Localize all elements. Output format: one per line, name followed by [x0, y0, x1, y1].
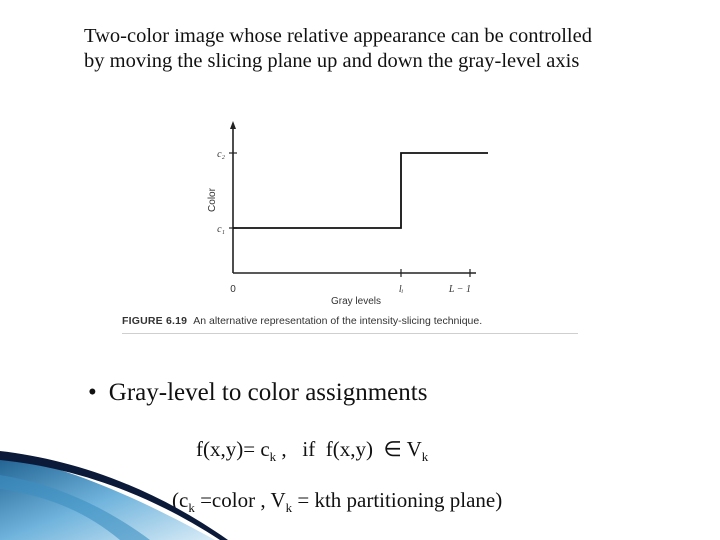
caption-line-1: Two-color image whose relative appearance can be controlled	[84, 25, 592, 47]
formula-lhs-subscript: k	[269, 449, 277, 465]
figure-caption-text: An alternative representation of the intensity-slicing technique.	[193, 315, 483, 327]
note-part-1: (c	[172, 488, 189, 512]
step-function-line	[233, 153, 488, 228]
bullet-icon: •	[88, 379, 97, 406]
y-tick-label-c2: c₂	[217, 149, 225, 160]
x-tick-label-l1: L − 1	[448, 284, 472, 295]
note-subscript-1: k	[188, 500, 195, 516]
figure-caption	[122, 315, 578, 334]
bullet-item	[88, 379, 427, 407]
slide-caption	[84, 24, 694, 74]
note-part-3: = kth partitioning plane)	[292, 488, 503, 512]
note-subscript-2: k	[285, 500, 293, 516]
step-function-diagram	[118, 115, 578, 315]
note-part-2: =color , V	[194, 488, 286, 512]
x-axis-label: Gray levels	[330, 296, 382, 307]
x-tick-label-li: lᵢ	[398, 284, 404, 295]
intensity-slicing-figure	[118, 115, 578, 335]
decorative-swoosh	[0, 445, 240, 540]
caption-line-2: by moving the slicing plane up and down the gray-level axis	[84, 50, 580, 72]
y-axis-label: Color	[207, 188, 218, 212]
formula-lhs: f(x,y)= c	[196, 437, 270, 461]
bullet-text: Gray-level to color assignments	[108, 379, 428, 406]
figure-caption-label: FIGURE 6.19	[122, 315, 188, 327]
formula-rhs-subscript: k	[421, 449, 429, 465]
y-axis-arrow	[230, 121, 236, 129]
y-tick-label-c1: c₁	[217, 224, 225, 235]
x-tick-label-0: 0	[230, 284, 236, 295]
formula-condition: , if f(x,y) ∈ V	[276, 437, 422, 461]
